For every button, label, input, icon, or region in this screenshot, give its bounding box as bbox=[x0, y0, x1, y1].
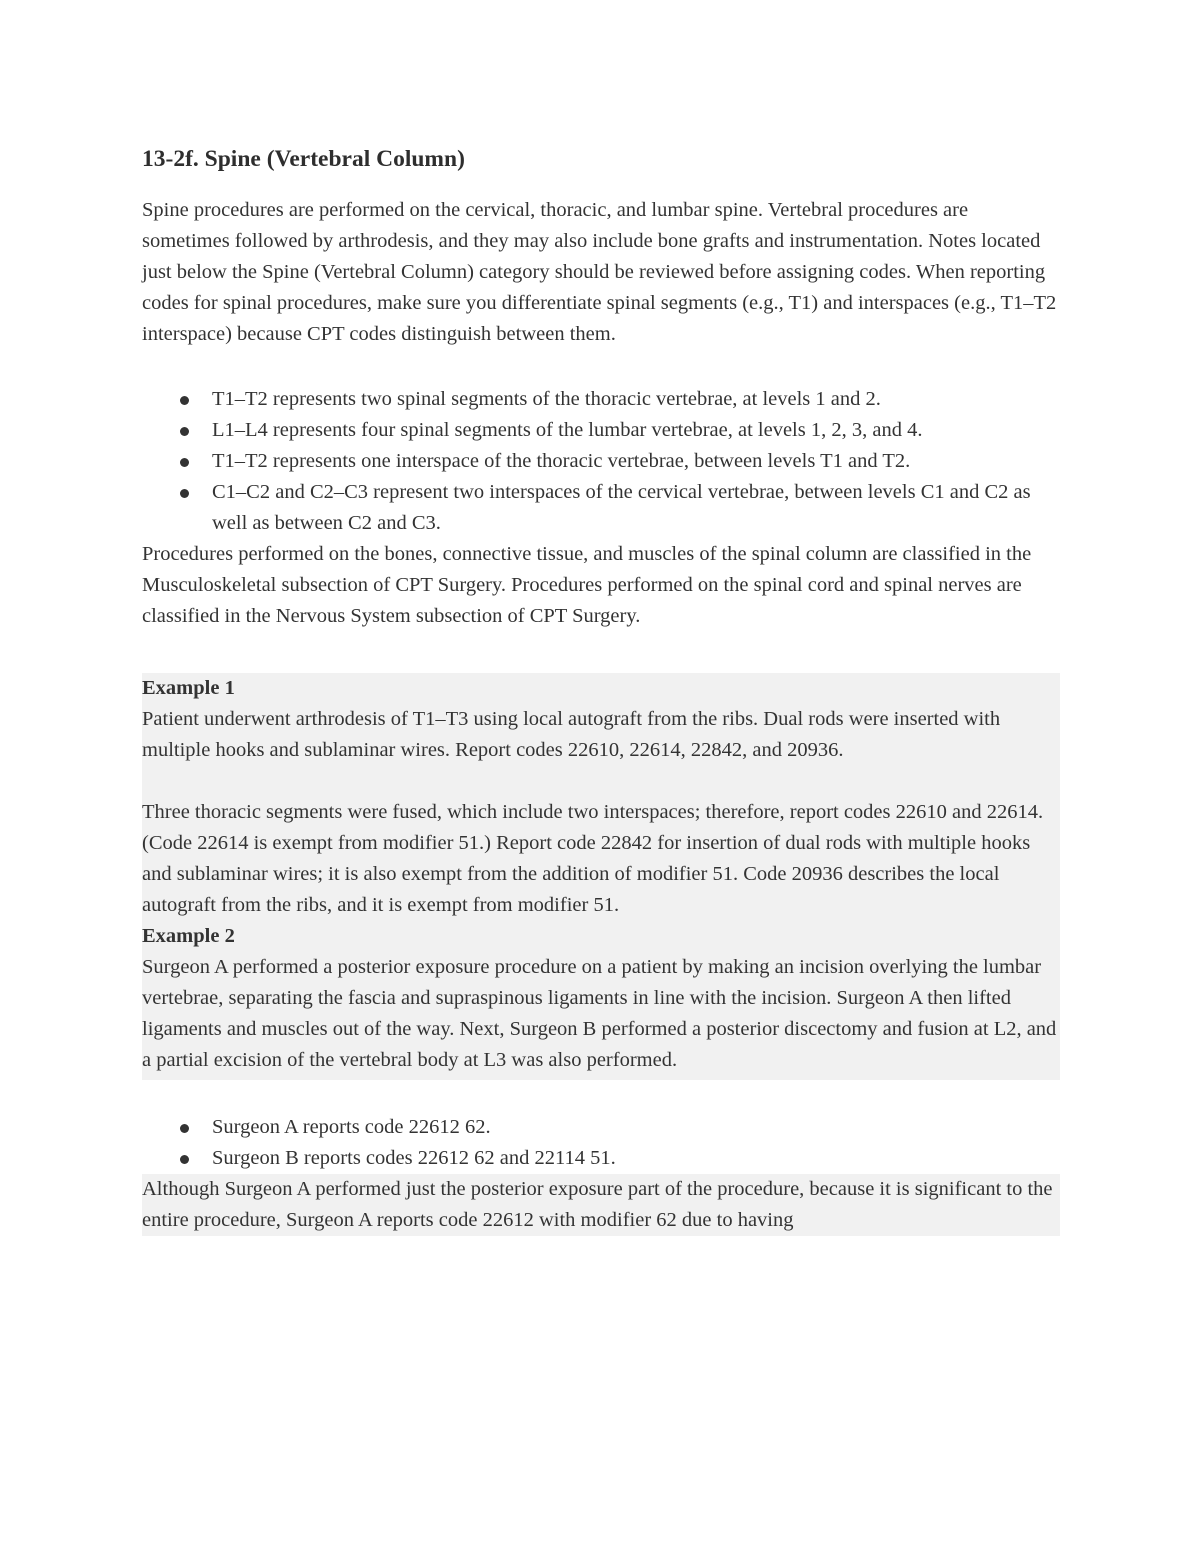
bullet-icon bbox=[180, 396, 189, 405]
examples-block bbox=[142, 673, 1060, 1080]
example-1-scenario: Patient underwent arthrodesis of T1–T3 using local autograft from the ribs. Dual rods were inserted with multiple hooks and sublaminar wires. Report codes 22610, 22614, 22842, and 20936. bbox=[142, 708, 1001, 761]
list-item bbox=[142, 1112, 1060, 1143]
list-item bbox=[142, 446, 1060, 477]
example-1-title: Example 1 bbox=[142, 677, 235, 699]
list-item bbox=[142, 1143, 1060, 1174]
list-item-text: Surgeon B reports codes 22612 62 and 22114 51. bbox=[212, 1147, 616, 1169]
bullet-icon bbox=[180, 1155, 189, 1164]
example-1-explanation: Three thoracic segments were fused, which include two interspaces; therefore, report codes 22610 and 22614. (Code 22614 is exempt from modifier 51.) Report code 22842 for insertion of dual rods with multiple hooks and sublaminar wires; it is also exempt from the addition of modifier 51. Code 20936 describes the local autograft from the ribs, and it is exempt from modifier 51. bbox=[142, 801, 1044, 916]
example-2-title: Example 2 bbox=[142, 925, 235, 947]
example-2-scenario: Surgeon A performed a posterior exposure procedure on a patient by making an incision overlying the lumbar vertebrae, separating the fascia and supraspinous ligaments in line with the incision. Surgeon A then lifted ligaments and muscles out of the way. Next, Surgeon B performed a posterior discectomy and fusion at L2, and a partial excision of the vertebral body at L3 was also performed. bbox=[142, 956, 1057, 1071]
list-item-text: L1–L4 represents four spinal segments of the lumbar vertebrae, at levels 1, 2, 3, and 4. bbox=[212, 419, 923, 441]
spacer bbox=[142, 766, 1060, 797]
list-item-text: T1–T2 represents one interspace of the thoracic vertebrae, between levels T1 and T2. bbox=[212, 450, 911, 472]
bullet-icon bbox=[180, 489, 189, 498]
list-item-text: T1–T2 represents two spinal segments of the thoracic vertebrae, at levels 1 and 2. bbox=[212, 388, 881, 410]
surgeon-bullet-list bbox=[142, 1112, 1060, 1174]
bullet-icon bbox=[180, 1124, 189, 1133]
list-item bbox=[142, 415, 1060, 446]
intro-paragraph: Spine procedures are performed on the cervical, thoracic, and lumbar spine. Vertebral procedures are sometimes followed by arthrodesis, and they may also include bone grafts and instrumentation. Notes located just below the Spine (Vertebral Column) category should be reviewed before assigning codes. When reporting codes for spinal procedures, make sure you differentiate spinal segments (e.g., T1) and interspaces (e.g., T1–T2 interspace) because CPT codes distinguish between them. bbox=[142, 199, 1057, 345]
section-heading: 13-2f. Spine (Vertebral Column) bbox=[142, 146, 465, 172]
list-item bbox=[142, 477, 1060, 539]
bullet-icon bbox=[180, 458, 189, 467]
bullet-icon bbox=[180, 427, 189, 436]
segment-bullet-list bbox=[142, 384, 1060, 539]
list-item-text: Surgeon A reports code 22612 62. bbox=[212, 1116, 491, 1138]
list-item-text: C1–C2 and C2–C3 represent two interspaces of the cervical vertebrae, between levels C1 and C2 as well as between C2 and C3. bbox=[212, 481, 1031, 534]
document-page bbox=[142, 140, 1060, 1236]
list-item bbox=[142, 384, 1060, 415]
final-paragraph: Although Surgeon A performed just the posterior exposure part of the procedure, because it is significant to the entire procedure, Surgeon A reports code 22612 with modifier 62 due to having bbox=[142, 1174, 1060, 1236]
classification-paragraph: Procedures performed on the bones, connective tissue, and muscles of the spinal column are classified in the Musculoskeletal subsection of CPT Surgery. Procedures performed on the spinal cord and spinal nerves are classified in the Nervous System subsection of CPT Surgery. bbox=[142, 543, 1032, 627]
